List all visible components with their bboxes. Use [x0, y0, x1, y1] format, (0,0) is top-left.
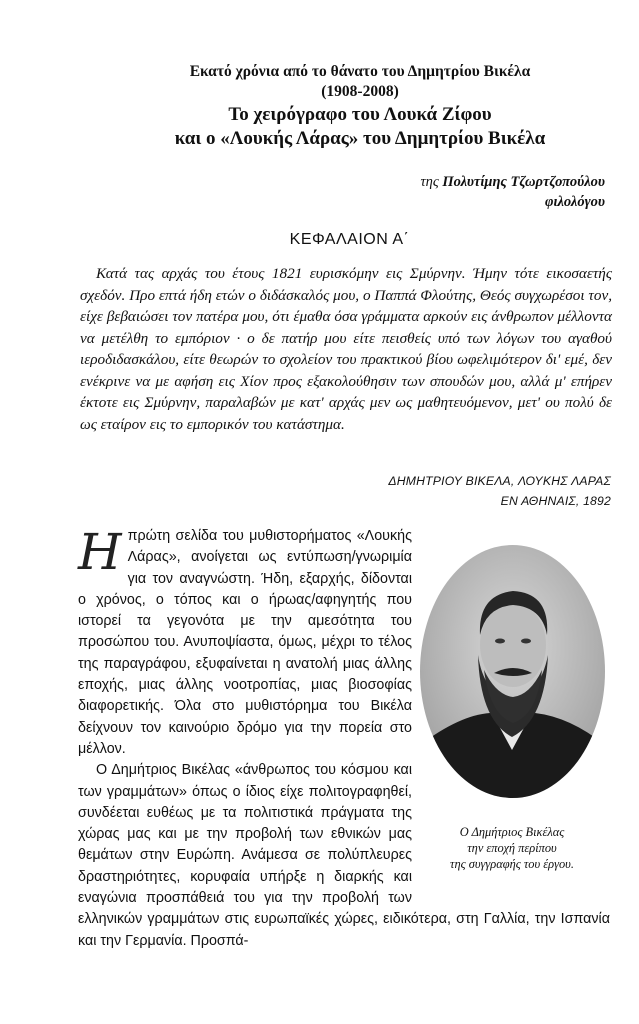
byline-role: φιλολόγου	[544, 194, 605, 210]
source-line-1: ΔΗΜΗΤΡΙΟΥ ΒΙΚΕΛΑ, ΛΟΥΚΗΣ ΛΑΡΑΣ	[388, 474, 611, 488]
drop-cap: Η	[78, 523, 122, 581]
body-paragraph-2: Ο Δημήτριος Βικέλας «άνθρωπος του κόσμου και των γραμμάτων» όπως ο ίδιος είχε πολιτογραφηθεί, συνδέεται ευθέως με τα πολιτιστικά πράγματα της χώρας μας και με την προβολή των εθνικών μας θεμάτων στην Ευρώπη. Ανάμεσα σε πολύπλευρες δραστηριότητες, κορυφαία υπήρξε η διαρκής και εναγώνια προσπάθειά του για την προβολή των ελληνικών γραμμάτων στις ευρωπαϊκές χώρες, ειδικότερα, στη Γαλλία, την Ισπανία και την Γερμανία. Προσπά-	[78, 762, 610, 949]
source-line-2: ΕΝ ΑΘΗΝΑΙΣ, 1892	[500, 494, 611, 508]
chapter-heading: ΚΕΦΑΛΑΙΟΝ Α΄	[289, 231, 410, 248]
byline-prefix: της	[420, 174, 443, 190]
byline	[420, 172, 605, 212]
byline-author: Πολυτίμης Τζωρτζοπούλου	[442, 174, 605, 190]
caption-line-1: Ο Δημήτριος Βικέλας	[459, 825, 565, 839]
article-title	[120, 103, 600, 151]
years-heading: (1908-2008)	[321, 83, 399, 100]
photo-caption	[412, 824, 612, 872]
portrait-image	[420, 545, 605, 798]
portrait-photo	[420, 545, 605, 798]
caption-line-2: την εποχή περίπου	[467, 841, 557, 855]
title-line-1: Το χειρόγραφο του Λουκά Ζίφου	[228, 104, 492, 125]
title-line-2: και ο «Λουκής Λάρας» του Δημητρίου Βικέλα	[174, 128, 546, 149]
epigraph-source	[388, 471, 611, 511]
body-paragraph-1: Η πρώτη σελίδα του μυθιστορήματος «Λουκής Λάρας», ανοίγεται ως εντύπωση/γνωριμία για τον αναγνώστη. Ήδη, εξαρχής, δίδονται ο χρόνος, ο τόπος και ο ήρωας/αφηγητής που ιστορεί τα γεγονότα με την αμεσότητα του προσώπου του. Ανυποψίαστα, όμως, μέχρι το τέλος της παραγράφου, εξυφαίνεται η ανατολή μιας άλλης εποχής, μιας άλλης νοοτροπίας, μιας βιοσοφίας διαφορετικής. Όλα στο μυθιστόρημα του Βικέλα δείχνουν τον καινούριο δρόμο για την πορεία στο μέλλον.	[78, 523, 412, 757]
epigraph-text: Κατά τας αρχάς του έτους 1821 ευρισκόμην εις Σμύρνην. Ήμην τότε εικοσαετής σχεδόν. Προ επτά ήδη ετών ο διδάσκαλός μου, ο Παππά Φλούτης, Θεός συγχωρέσοι τον, είχε βεβαιώσει τον πατέρα μου, ότι έμαθα όσα γράμματα αρκούν εις άνθρωπον μέλλοντα να μετέλθη το εμπόριον · ο δε πατήρ μου είτε πεισθείς υπό των λόγων του αγαθού ιεροδιδασκάλου, είτε θεωρών το σχολείον του πρακτικού βίου ωφελιμότερον δι' εμέ, δεν ενέκρινε να με αφήση εις Χίον προς εξακολούθησιν των σπουδών μου, αλλά μ' επήρεν έκτοτε εις Σμύρνην, παραλαβών με κατ' αρχάς μεν ως μαθητευόμενον, μετ' ου πολύ δε ως εταίρον εις το εμπορικόν του κατάστημα.	[80, 265, 612, 433]
caption-line-3: της συγγραφής του έργου.	[450, 857, 574, 871]
kicker-heading: Εκατό χρόνια από το θάνατο του Δημητρίου Βικέλα	[189, 63, 531, 80]
